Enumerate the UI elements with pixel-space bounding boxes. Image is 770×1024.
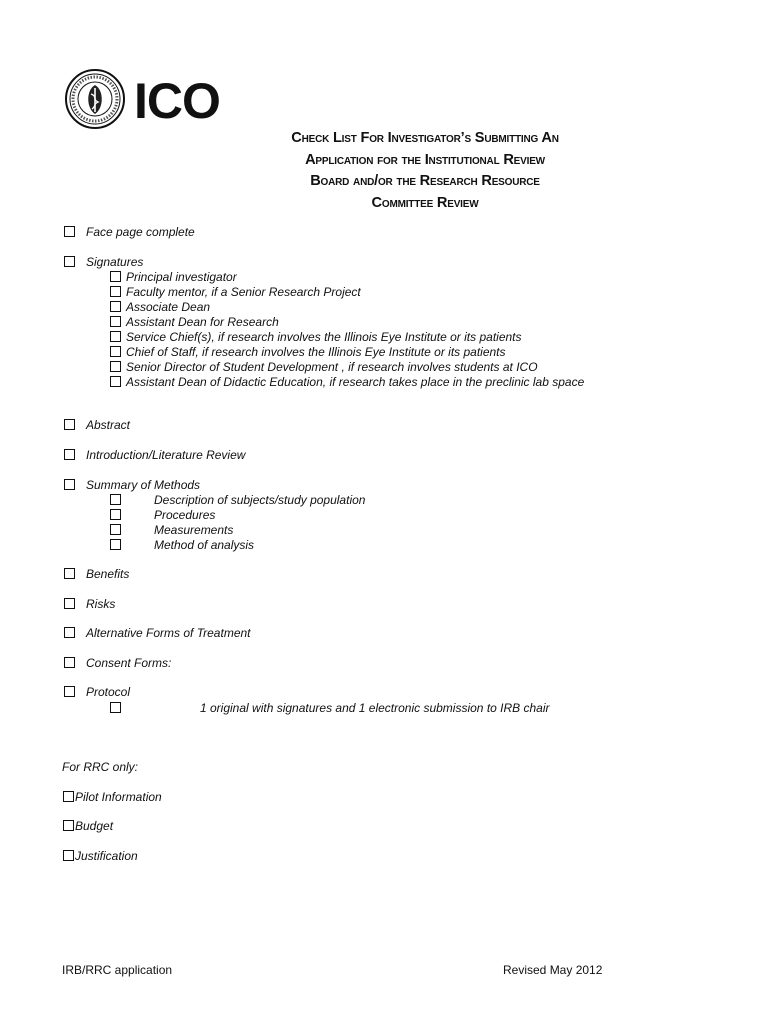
method-item: Measurements xyxy=(154,523,234,537)
footer-left: IRB/RRC application xyxy=(62,963,173,977)
signature-item: Assistant Dean for Research xyxy=(126,315,279,329)
signature-item: Senior Director of Student Development , if research involves students at ICO xyxy=(126,360,538,374)
signature-checkbox[interactable] xyxy=(110,346,121,357)
seal-icon xyxy=(64,68,236,130)
protocol-checkbox[interactable] xyxy=(64,686,75,697)
risks-checkbox[interactable] xyxy=(64,598,75,609)
signatures-checkbox[interactable] xyxy=(64,256,75,267)
rrc-checkbox[interactable] xyxy=(63,791,74,802)
introduction-checkbox[interactable] xyxy=(64,449,75,460)
rrc-item-justification: Justification xyxy=(75,849,138,863)
abstract-checkbox[interactable] xyxy=(64,419,75,430)
signature-checkbox[interactable] xyxy=(110,376,121,387)
signature-checkbox[interactable] xyxy=(110,271,121,282)
title-line: Application for the Institutional Review xyxy=(305,151,545,168)
title-line: Committee Review xyxy=(371,194,479,211)
benefits-checkbox[interactable] xyxy=(64,568,75,579)
method-item: Method of analysis xyxy=(154,538,255,552)
signatures-label: Signatures xyxy=(86,255,144,269)
signature-checkbox[interactable] xyxy=(110,286,121,297)
rrc-item-budget: Budget xyxy=(75,819,114,833)
method-checkbox[interactable] xyxy=(110,539,121,550)
signature-item: Faculty mentor, if a Senior Research Project xyxy=(126,285,361,299)
face-page-checkbox[interactable] xyxy=(64,226,75,237)
method-checkbox[interactable] xyxy=(110,494,121,505)
rrc-checkbox[interactable] xyxy=(63,820,74,831)
signature-item: Chief of Staff, if research involves the Illinois Eye Institute or its patients xyxy=(126,345,506,359)
signature-checkbox[interactable] xyxy=(110,331,121,342)
alternatives-label: Alternative Forms of Treatment xyxy=(86,626,251,640)
risks-label: Risks xyxy=(86,597,116,611)
protocol-sub-label: 1 original with signatures and 1 electronic submission to IRB chair xyxy=(200,701,550,715)
method-item: Procedures xyxy=(154,508,216,522)
signature-item: Service Chief(s), if research involves the Illinois Eye Institute or its patients xyxy=(126,330,522,344)
logo-text: ICO xyxy=(134,73,220,129)
benefits-label: Benefits xyxy=(86,567,130,581)
alternatives-checkbox[interactable] xyxy=(64,627,75,638)
signature-checkbox[interactable] xyxy=(110,316,121,327)
consent-label: Consent Forms: xyxy=(86,656,172,670)
signature-item: Principal investigator xyxy=(126,270,237,284)
protocol-sub-checkbox[interactable] xyxy=(110,702,121,713)
method-checkbox[interactable] xyxy=(110,509,121,520)
consent-checkbox[interactable] xyxy=(64,657,75,668)
ico-logo xyxy=(64,68,236,130)
protocol-label: Protocol xyxy=(86,685,131,699)
footer-right: Revised May 2012 xyxy=(503,963,603,977)
signature-checkbox[interactable] xyxy=(110,301,121,312)
rrc-item-pilot: Pilot Information xyxy=(75,790,162,804)
rrc-heading: For RRC only: xyxy=(62,760,139,774)
signature-item: Assistant Dean of Didactic Education, if research takes place in the preclinic lab space xyxy=(126,375,585,389)
methods-checkbox[interactable] xyxy=(64,479,75,490)
face-page-label: Face page complete xyxy=(86,225,195,239)
rrc-checkbox[interactable] xyxy=(63,850,74,861)
title-line: Check List For Investigator’s Submitting An xyxy=(291,130,559,146)
introduction-label: Introduction/Literature Review xyxy=(86,448,246,462)
method-item: Description of subjects/study population xyxy=(154,493,366,507)
abstract-label: Abstract xyxy=(86,418,131,432)
methods-label: Summary of Methods xyxy=(86,478,201,492)
method-checkbox[interactable] xyxy=(110,524,121,535)
signature-item: Associate Dean xyxy=(126,300,211,314)
document-title xyxy=(200,128,650,214)
title-line: Board and/or the Research Resource xyxy=(310,173,540,189)
signature-checkbox[interactable] xyxy=(110,361,121,372)
